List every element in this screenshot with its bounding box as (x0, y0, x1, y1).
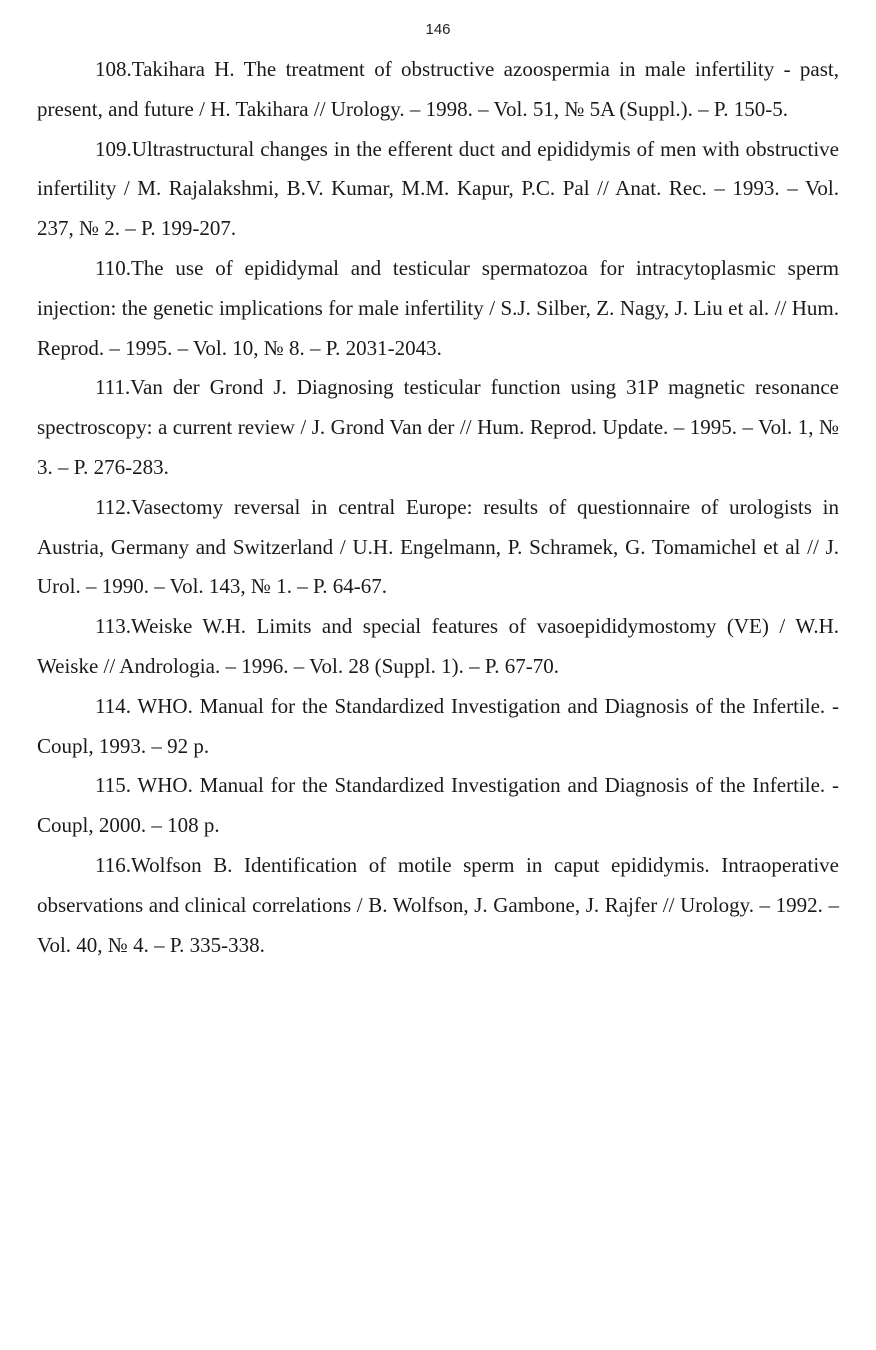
reference-item-108: 108.Takihara H. The treatment of obstructive azoospermia in male infertility - past, present, and future / H. Takihara // Urology. – 1998. – Vol. 51, № 5A (Suppl.). – P. 150-5. (37, 57, 839, 121)
reference-item-110: 110.The use of epididymal and testicular spermatozoa for intracytoplasmic sperm injection: the genetic implications for male infertility / S.J. Silber, Z. Nagy, J. Liu et al. // Hum. Reprod. – 1995. – Vol. 10, № 8. – P. 2031-2043. (37, 255, 839, 360)
reference-list (37, 50, 839, 965)
reference-item-109: 109.Ultrastructural changes in the efferent duct and epididymis of men with obstructive infertility / M. Rajalakshmi, B.V. Kumar, M.M. Kapur, P.C. Pal // Anat. Rec. – 1993. – Vol. 237, № 2. – P. 199-207. (37, 136, 839, 241)
reference-item-113: 113.Weiske W.H. Limits and special features of vasoepididymostomy (VE) / W.H. Weiske // Andrologia. – 1996. – Vol. 28 (Suppl. 1). – P. 67-70. (37, 614, 839, 678)
reference-item-112: 112.Vasectomy reversal in central Europe: results of questionnaire of urologists in Austria, Germany and Switzerland / U.H. Engelmann, P. Schramek, G. Tomamichel et al // J. Urol. – 1990. – Vol. 143, № 1. – P. 64-67. (37, 494, 839, 599)
reference-item-115: 115. WHO. Manual for the Standardized Investigation and Diagnosis of the Infertile. - Coupl, 2000. – 108 p. (37, 773, 839, 838)
reference-item-114: 114. WHO. Manual for the Standardized Investigation and Diagnosis of the Infertile. - Coupl, 1993. – 92 p. (37, 693, 839, 758)
reference-item-116: 116.Wolfson B. Identification of motile sperm in caput epididymis. Intraoperative observations and clinical correlations / B. Wolfson, J. Gambone, J. Rajfer // Urology. – 1992. – Vol. 40, № 4. – P. 335-338. (37, 852, 839, 957)
page-number: 146 (425, 21, 451, 38)
reference-item-111: 111.Van der Grond J. Diagnosing testicular function using 31P magnetic resonance spectroscopy: a current review / J. Grond Van der // Hum. Reprod. Update. – 1995. – Vol. 1, № 3. – P. 276-283. (37, 375, 839, 479)
